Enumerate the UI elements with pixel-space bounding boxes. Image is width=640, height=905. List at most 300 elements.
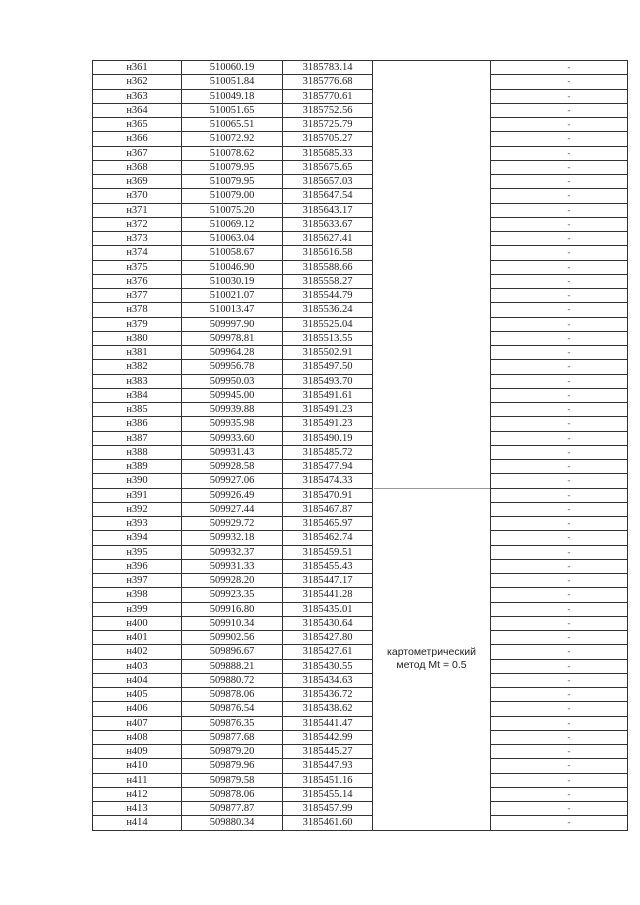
table-row <box>93 616 628 630</box>
dash-mark: - <box>567 432 571 443</box>
table-row <box>93 346 628 360</box>
point-name-cell: н385 <box>93 403 182 417</box>
accuracy-cell <box>491 602 628 616</box>
dash-mark: - <box>567 575 571 586</box>
point-name-cell: н381 <box>93 346 182 360</box>
point-name-cell: н395 <box>93 545 182 559</box>
dash-mark: - <box>567 304 571 315</box>
accuracy-cell <box>491 773 628 787</box>
y-coordinate-cell: 3185502.91 <box>283 346 373 360</box>
table-row <box>93 75 628 89</box>
dash-mark: - <box>567 817 571 828</box>
y-coordinate-cell: 3185430.64 <box>283 616 373 630</box>
x-coordinate-cell: 509956.78 <box>182 360 283 374</box>
dash-mark: - <box>567 689 571 700</box>
table-row <box>93 702 628 716</box>
accuracy-cell <box>491 246 628 260</box>
x-coordinate-cell: 509950.03 <box>182 374 283 388</box>
x-coordinate-cell: 510030.19 <box>182 274 283 288</box>
y-coordinate-cell: 3185477.94 <box>283 460 373 474</box>
point-name-cell: н412 <box>93 787 182 801</box>
point-name-cell: н394 <box>93 531 182 545</box>
point-name-cell: н379 <box>93 317 182 331</box>
dash-mark: - <box>567 518 571 529</box>
accuracy-cell <box>491 559 628 573</box>
dash-mark: - <box>567 204 571 215</box>
dash-mark: - <box>567 646 571 657</box>
y-coordinate-cell: 3185685.33 <box>283 146 373 160</box>
point-name-cell: н368 <box>93 160 182 174</box>
table-row <box>93 274 628 288</box>
point-name-cell: н386 <box>93 417 182 431</box>
table-row <box>93 645 628 659</box>
y-coordinate-cell: 3185493.70 <box>283 374 373 388</box>
y-coordinate-cell: 3185647.54 <box>283 189 373 203</box>
x-coordinate-cell: 510072.92 <box>182 132 283 146</box>
y-coordinate-cell: 3185627.41 <box>283 232 373 246</box>
point-name-cell: н363 <box>93 89 182 103</box>
point-name-cell: н387 <box>93 431 182 445</box>
accuracy-cell <box>491 103 628 117</box>
table-row <box>93 730 628 744</box>
dash-mark: - <box>567 404 571 415</box>
point-name-cell: н376 <box>93 274 182 288</box>
y-coordinate-cell: 3185558.27 <box>283 274 373 288</box>
x-coordinate-cell: 510079.95 <box>182 160 283 174</box>
y-coordinate-cell: 3185438.62 <box>283 702 373 716</box>
table-row <box>93 802 628 816</box>
dash-mark: - <box>567 104 571 115</box>
dash-mark: - <box>567 660 571 671</box>
table-row <box>93 787 628 801</box>
point-name-cell: н375 <box>93 260 182 274</box>
dash-mark: - <box>567 247 571 258</box>
accuracy-cell <box>491 474 628 488</box>
table-row <box>93 317 628 331</box>
table-row <box>93 517 628 531</box>
x-coordinate-cell: 509888.21 <box>182 659 283 673</box>
y-coordinate-cell: 3185490.19 <box>283 431 373 445</box>
table-row <box>93 374 628 388</box>
x-coordinate-cell: 509880.34 <box>182 816 283 830</box>
table-row <box>93 331 628 345</box>
table-row <box>93 716 628 730</box>
x-coordinate-cell: 509923.35 <box>182 588 283 602</box>
dash-mark: - <box>567 774 571 785</box>
dash-mark: - <box>567 190 571 201</box>
accuracy-cell <box>491 217 628 231</box>
accuracy-cell <box>491 417 628 431</box>
accuracy-cell <box>491 303 628 317</box>
point-name-cell: н410 <box>93 759 182 773</box>
table-row <box>93 61 628 75</box>
y-coordinate-cell: 3185705.27 <box>283 132 373 146</box>
dash-mark: - <box>567 788 571 799</box>
x-coordinate-cell: 510079.00 <box>182 189 283 203</box>
accuracy-cell <box>491 631 628 645</box>
y-coordinate-cell: 3185470.91 <box>283 488 373 502</box>
x-coordinate-cell: 510075.20 <box>182 203 283 217</box>
x-coordinate-cell: 510078.62 <box>182 146 283 160</box>
dash-mark: - <box>567 275 571 286</box>
dash-mark: - <box>567 133 571 144</box>
accuracy-cell <box>491 346 628 360</box>
accuracy-cell <box>491 802 628 816</box>
accuracy-cell <box>491 702 628 716</box>
dash-mark: - <box>567 803 571 814</box>
point-name-cell: н370 <box>93 189 182 203</box>
y-coordinate-cell: 3185675.65 <box>283 160 373 174</box>
point-name-cell: н361 <box>93 61 182 75</box>
point-name-cell: н407 <box>93 716 182 730</box>
y-coordinate-cell: 3185427.61 <box>283 645 373 659</box>
x-coordinate-cell: 509916.80 <box>182 602 283 616</box>
accuracy-cell <box>491 759 628 773</box>
x-coordinate-cell: 510051.65 <box>182 103 283 117</box>
dash-mark: - <box>567 218 571 229</box>
y-coordinate-cell: 3185513.55 <box>283 331 373 345</box>
dash-mark: - <box>567 318 571 329</box>
dash-mark: - <box>567 361 571 372</box>
table-row <box>93 559 628 573</box>
x-coordinate-cell: 509876.35 <box>182 716 283 730</box>
y-coordinate-cell: 3185643.17 <box>283 203 373 217</box>
dash-mark: - <box>567 674 571 685</box>
dash-mark: - <box>567 617 571 628</box>
accuracy-cell <box>491 574 628 588</box>
y-coordinate-cell: 3185536.24 <box>283 303 373 317</box>
table-row <box>93 118 628 132</box>
dash-mark: - <box>567 147 571 158</box>
method-divider <box>374 488 490 489</box>
x-coordinate-cell: 510079.95 <box>182 175 283 189</box>
accuracy-cell <box>491 517 628 531</box>
accuracy-cell <box>491 331 628 345</box>
point-name-cell: н402 <box>93 645 182 659</box>
dash-mark: - <box>567 532 571 543</box>
dash-mark: - <box>567 475 571 486</box>
table-row <box>93 445 628 459</box>
accuracy-cell <box>491 274 628 288</box>
method-cell <box>373 61 491 831</box>
y-coordinate-cell: 3185588.66 <box>283 260 373 274</box>
x-coordinate-cell: 509927.06 <box>182 474 283 488</box>
table-row <box>93 602 628 616</box>
x-coordinate-cell: 510013.47 <box>182 303 283 317</box>
y-coordinate-cell: 3185497.50 <box>283 360 373 374</box>
y-coordinate-cell: 3185459.51 <box>283 545 373 559</box>
x-coordinate-cell: 509878.06 <box>182 787 283 801</box>
point-name-cell: н403 <box>93 659 182 673</box>
accuracy-cell <box>491 502 628 516</box>
dash-mark: - <box>567 418 571 429</box>
y-coordinate-cell: 3185657.03 <box>283 175 373 189</box>
x-coordinate-cell: 510063.04 <box>182 232 283 246</box>
accuracy-cell <box>491 816 628 830</box>
accuracy-cell <box>491 360 628 374</box>
point-name-cell: н371 <box>93 203 182 217</box>
y-coordinate-cell: 3185462.74 <box>283 531 373 545</box>
y-coordinate-cell: 3185725.79 <box>283 118 373 132</box>
dash-mark: - <box>567 261 571 272</box>
point-name-cell: н393 <box>93 517 182 531</box>
table-row <box>93 403 628 417</box>
point-name-cell: н400 <box>93 616 182 630</box>
x-coordinate-cell: 509877.87 <box>182 802 283 816</box>
dash-mark: - <box>567 461 571 472</box>
dash-mark: - <box>567 347 571 358</box>
y-coordinate-cell: 3185467.87 <box>283 502 373 516</box>
table-row <box>93 574 628 588</box>
dash-mark: - <box>567 119 571 130</box>
x-coordinate-cell: 509978.81 <box>182 331 283 345</box>
point-name-cell: н409 <box>93 745 182 759</box>
table-row <box>93 545 628 559</box>
y-coordinate-cell: 3185770.61 <box>283 89 373 103</box>
point-name-cell: н391 <box>93 488 182 502</box>
point-name-cell: н388 <box>93 445 182 459</box>
accuracy-cell <box>491 545 628 559</box>
x-coordinate-cell: 509927.44 <box>182 502 283 516</box>
y-coordinate-cell: 3185442.99 <box>283 730 373 744</box>
dash-mark: - <box>567 90 571 101</box>
point-name-cell: н382 <box>93 360 182 374</box>
point-name-cell: н392 <box>93 502 182 516</box>
y-coordinate-cell: 3185441.28 <box>283 588 373 602</box>
y-coordinate-cell: 3185435.01 <box>283 602 373 616</box>
point-name-cell: н397 <box>93 574 182 588</box>
accuracy-cell <box>491 132 628 146</box>
dash-mark: - <box>567 546 571 557</box>
y-coordinate-cell: 3185544.79 <box>283 289 373 303</box>
y-coordinate-cell: 3185616.58 <box>283 246 373 260</box>
accuracy-cell <box>491 203 628 217</box>
x-coordinate-cell: 509879.96 <box>182 759 283 773</box>
point-name-cell: н372 <box>93 217 182 231</box>
x-coordinate-cell: 509933.60 <box>182 431 283 445</box>
dash-mark: - <box>567 603 571 614</box>
table-row <box>93 631 628 645</box>
x-coordinate-cell: 510049.18 <box>182 89 283 103</box>
x-coordinate-cell: 510058.67 <box>182 246 283 260</box>
y-coordinate-cell: 3185455.43 <box>283 559 373 573</box>
y-coordinate-cell: 3185451.16 <box>283 773 373 787</box>
accuracy-cell <box>491 61 628 75</box>
point-name-cell: н366 <box>93 132 182 146</box>
accuracy-cell <box>491 118 628 132</box>
table-row <box>93 103 628 117</box>
y-coordinate-cell: 3185445.27 <box>283 745 373 759</box>
y-coordinate-cell: 3185441.47 <box>283 716 373 730</box>
point-name-cell: н373 <box>93 232 182 246</box>
point-name-cell: н413 <box>93 802 182 816</box>
dash-mark: - <box>567 233 571 244</box>
table-row <box>93 160 628 174</box>
accuracy-cell <box>491 673 628 687</box>
table-row <box>93 146 628 160</box>
x-coordinate-cell: 509935.98 <box>182 417 283 431</box>
y-coordinate-cell: 3185752.56 <box>283 103 373 117</box>
y-coordinate-cell: 3185430.55 <box>283 659 373 673</box>
y-coordinate-cell: 3185776.68 <box>283 75 373 89</box>
y-coordinate-cell: 3185633.67 <box>283 217 373 231</box>
y-coordinate-cell: 3185461.60 <box>283 816 373 830</box>
accuracy-cell <box>491 146 628 160</box>
x-coordinate-cell: 509928.20 <box>182 574 283 588</box>
table-row <box>93 474 628 488</box>
table-row <box>93 260 628 274</box>
dash-mark: - <box>567 589 571 600</box>
y-coordinate-cell: 3185491.61 <box>283 388 373 402</box>
table-row <box>93 175 628 189</box>
table-row <box>93 773 628 787</box>
point-name-cell: н401 <box>93 631 182 645</box>
dash-mark: - <box>567 703 571 714</box>
accuracy-cell <box>491 75 628 89</box>
table-row <box>93 217 628 231</box>
x-coordinate-cell: 509879.20 <box>182 745 283 759</box>
point-name-cell: н389 <box>93 460 182 474</box>
table-row <box>93 189 628 203</box>
dash-mark: - <box>567 389 571 400</box>
y-coordinate-cell: 3185783.14 <box>283 61 373 75</box>
dash-mark: - <box>567 76 571 87</box>
x-coordinate-cell: 509879.58 <box>182 773 283 787</box>
accuracy-cell <box>491 189 628 203</box>
x-coordinate-cell: 509931.43 <box>182 445 283 459</box>
dash-mark: - <box>567 375 571 386</box>
point-name-cell: н365 <box>93 118 182 132</box>
y-coordinate-cell: 3185474.33 <box>283 474 373 488</box>
x-coordinate-cell: 509910.34 <box>182 616 283 630</box>
dash-mark: - <box>567 632 571 643</box>
accuracy-cell <box>491 688 628 702</box>
table-row <box>93 745 628 759</box>
point-name-cell: н369 <box>93 175 182 189</box>
accuracy-cell <box>491 716 628 730</box>
method-text <box>373 646 490 672</box>
y-coordinate-cell: 3185491.23 <box>283 403 373 417</box>
x-coordinate-cell: 509878.06 <box>182 688 283 702</box>
accuracy-cell <box>491 588 628 602</box>
y-coordinate-cell: 3185455.14 <box>283 787 373 801</box>
x-coordinate-cell: 509932.37 <box>182 545 283 559</box>
table-row <box>93 588 628 602</box>
table-row <box>93 759 628 773</box>
accuracy-cell <box>491 488 628 502</box>
accuracy-cell <box>491 659 628 673</box>
dash-mark: - <box>567 332 571 343</box>
point-name-cell: н374 <box>93 246 182 260</box>
coordinates-table <box>92 60 628 831</box>
dash-mark: - <box>567 717 571 728</box>
x-coordinate-cell: 510060.19 <box>182 61 283 75</box>
accuracy-cell <box>491 289 628 303</box>
x-coordinate-cell: 509932.18 <box>182 531 283 545</box>
table-row <box>93 203 628 217</box>
accuracy-cell <box>491 745 628 759</box>
point-name-cell: н408 <box>93 730 182 744</box>
table-row <box>93 132 628 146</box>
accuracy-cell <box>491 531 628 545</box>
dash-mark: - <box>567 731 571 742</box>
method-label: картометрический <box>387 646 476 658</box>
x-coordinate-cell: 510065.51 <box>182 118 283 132</box>
table-row <box>93 417 628 431</box>
accuracy-cell <box>491 232 628 246</box>
dash-mark: - <box>567 489 571 500</box>
x-coordinate-cell: 509926.49 <box>182 488 283 502</box>
x-coordinate-cell: 509902.56 <box>182 631 283 645</box>
accuracy-cell <box>491 317 628 331</box>
y-coordinate-cell: 3185447.17 <box>283 574 373 588</box>
point-name-cell: н405 <box>93 688 182 702</box>
accuracy-cell <box>491 645 628 659</box>
accuracy-cell <box>491 460 628 474</box>
x-coordinate-cell: 509896.67 <box>182 645 283 659</box>
table-row <box>93 488 628 502</box>
y-coordinate-cell: 3185427.80 <box>283 631 373 645</box>
point-name-cell: н396 <box>93 559 182 573</box>
coordinates-table-body <box>93 61 628 831</box>
dash-mark: - <box>567 176 571 187</box>
dash-mark: - <box>567 446 571 457</box>
accuracy-cell <box>491 616 628 630</box>
dash-mark: - <box>567 62 571 73</box>
table-row <box>93 688 628 702</box>
method-accuracy: метод Mt = 0.5 <box>396 659 467 671</box>
y-coordinate-cell: 3185436.72 <box>283 688 373 702</box>
point-name-cell: н362 <box>93 75 182 89</box>
table-row <box>93 303 628 317</box>
table-row <box>93 360 628 374</box>
table-row <box>93 431 628 445</box>
x-coordinate-cell: 510046.90 <box>182 260 283 274</box>
point-name-cell: н406 <box>93 702 182 716</box>
table-row <box>93 460 628 474</box>
accuracy-cell <box>491 374 628 388</box>
accuracy-cell <box>491 175 628 189</box>
y-coordinate-cell: 3185465.97 <box>283 517 373 531</box>
point-name-cell: н367 <box>93 146 182 160</box>
table-row <box>93 289 628 303</box>
x-coordinate-cell: 509939.88 <box>182 403 283 417</box>
point-name-cell: н384 <box>93 388 182 402</box>
point-name-cell: н390 <box>93 474 182 488</box>
point-name-cell: н411 <box>93 773 182 787</box>
dash-mark: - <box>567 503 571 514</box>
y-coordinate-cell: 3185457.99 <box>283 802 373 816</box>
point-name-cell: н414 <box>93 816 182 830</box>
table-row <box>93 232 628 246</box>
point-name-cell: н364 <box>93 103 182 117</box>
x-coordinate-cell: 509997.90 <box>182 317 283 331</box>
accuracy-cell <box>491 431 628 445</box>
dash-mark: - <box>567 760 571 771</box>
y-coordinate-cell: 3185447.93 <box>283 759 373 773</box>
dash-mark: - <box>567 290 571 301</box>
point-name-cell: н399 <box>93 602 182 616</box>
x-coordinate-cell: 509945.00 <box>182 388 283 402</box>
y-coordinate-cell: 3185491.23 <box>283 417 373 431</box>
accuracy-cell <box>491 89 628 103</box>
dash-mark: - <box>567 746 571 757</box>
x-coordinate-cell: 509876.54 <box>182 702 283 716</box>
point-name-cell: н398 <box>93 588 182 602</box>
accuracy-cell <box>491 260 628 274</box>
x-coordinate-cell: 510069.12 <box>182 217 283 231</box>
point-name-cell: н404 <box>93 673 182 687</box>
